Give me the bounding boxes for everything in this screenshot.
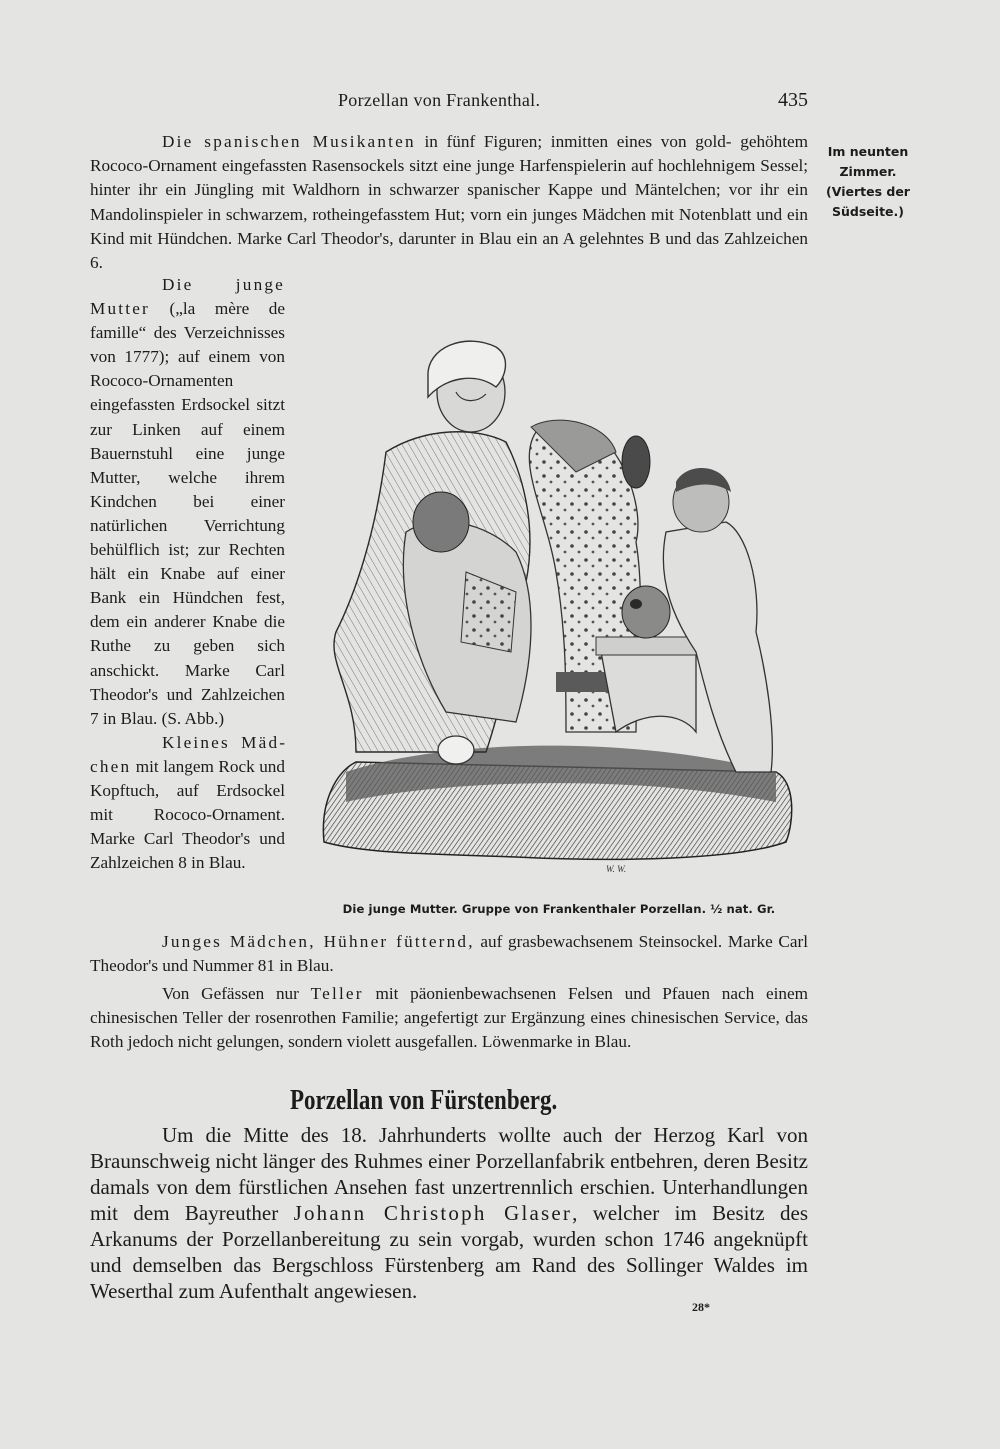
porcelain-group-illustration: [316, 332, 806, 892]
paragraph-lead: Die junge Mutter: [90, 275, 285, 319]
running-title: Porzellan von Frankenthal.: [338, 90, 541, 110]
paragraph-lead: Die spanischen Musikanten: [162, 132, 416, 151]
margin-note-line: Südseite.): [832, 204, 904, 219]
paragraph-musicians: [90, 130, 808, 275]
margin-note: [818, 142, 918, 222]
paragraph-text: in fünf Figuren; inmitten eines von gold- gehöhtem Rococo-Ornament eingefassten Rasensockels sitzt eine junge Harfenspielerin auf hochlehnigem Sessel; hinter ihr ein Jüngling mit Waldhorn in schwarzer spanischer Kappe und Mäntelchen; vor ihr ein Mandolinspieler in schwarzem, rotheingefasstem Hut; vorn ein junges Mädchen mit Notenblatt und ein Kind mit Hündchen. Marke Carl Theodor's, darunter in Blau ein an A gelehntes B und das Zahlzeichen 6.: [90, 132, 809, 273]
paragraph-lead: Junges Mädchen, Hühner fütternd,: [162, 932, 475, 951]
paragraph-lead: Johann Christoph Glaser: [293, 1201, 573, 1225]
margin-note-line: Zimmer.: [839, 164, 897, 179]
paragraph-vessels: [90, 982, 808, 1055]
left-column: [90, 273, 285, 875]
paragraph-text: auf grasbewachsenem Steinsockel. Marke Carl Theodor's und Nummer 81 in Blau.: [90, 932, 809, 976]
page-number: 435: [778, 89, 808, 111]
section-heading: Porzellan von Fürstenberg.: [290, 1085, 558, 1116]
signature-mark: 28*: [692, 1300, 710, 1314]
paragraph-lead: Kleines Mädchen: [90, 732, 285, 776]
bench: [601, 650, 696, 732]
paragraph-mother: [90, 273, 285, 731]
paragraph-text: mit langem Rock und Kopftuch, auf Erdsockel mit Rococo-Ornament. Marke Carl Theodor's und Zahlzeichen 8 in Blau.: [90, 756, 285, 873]
paragraph-lead: Teller: [310, 984, 364, 1003]
figure-caption: [304, 902, 814, 916]
dog: [622, 586, 670, 638]
caption-scale: ½ nat. Gr.: [710, 902, 776, 916]
margin-note-line: (Viertes der: [826, 184, 910, 199]
paragraph-pre: Um die Mitte des 18. Jahrhunderts wollte auch der Herzog Karl von Braunschweig nicht länger des Ruhmes einer Porzellanfabrik entbehren, deren Besitz damals von dem fürstlichen Ansehen fast unzertrennlich erschien. Unterhandlungen mit dem Bayreuther: [90, 1123, 808, 1225]
paragraph-chickens: [90, 930, 808, 978]
caption-text: Die junge Mutter. Gruppe von Frankenthaler Porzellan.: [342, 902, 707, 916]
paragraph-girl: [90, 731, 285, 876]
paragraph-text: mit päonienbewachsenen Felsen und Pfauen nach einem chinesischen Teller der rosenrothen Familie; angefertigt zur Ergänzung eines chinesischen Service, das Roth jedoch nicht gelungen, sondern violett ausgefallen. Löwenmarke in Blau.: [90, 984, 808, 1052]
paragraph-pre: Von Gefässen nur: [162, 984, 311, 1003]
margin-note-line: Im neunten: [827, 144, 909, 159]
running-header: [88, 90, 808, 116]
paragraph-text: („la mère de famille“ des Verzeichnisses von 1777); auf einem von Rococo-Ornamenten eingefassten Erdsockel sitzt zur Linken auf einem Bauernstuhl eine junge Mutter, welche ihrem Kindchen bei einer natürlichen Verrichtung behülflich ist; zur Rechten hält ein Knabe auf einer Bank ein Hündchen fest, dem ein anderer Knabe die Ruthe zu geben sich anschickt. Marke Carl Theodor's und Zahlzeichen 7 in Blau. (S. Abb.): [90, 299, 285, 728]
paragraph-text: , welcher im Besitz des Arkanums der Porzellanbereitung zu sein vorgab, wurden schon 1746 angeknüpft und demselben das Bergschloss Fürstenberg am Rand des Sollinger Waldes im Weserthal zum Aufenthalt angewiesen.: [90, 1201, 809, 1303]
paragraph-fuerstenberg: [90, 1122, 808, 1304]
chamber-pot: [438, 736, 474, 764]
artist-signature: W. W.: [606, 864, 627, 874]
